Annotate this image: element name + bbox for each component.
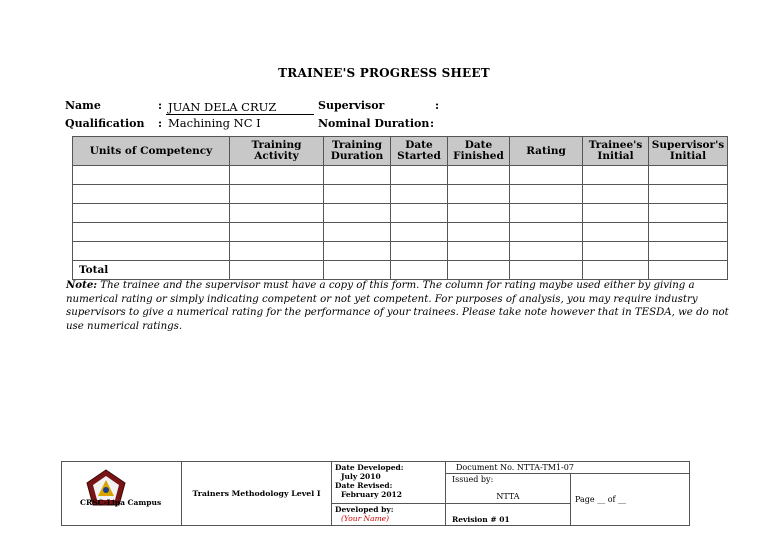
table-cell[interactable] bbox=[510, 166, 583, 185]
column-header: Supervisor's Initial bbox=[649, 137, 728, 166]
page-number: Page __ of __ bbox=[575, 495, 627, 504]
table-cell[interactable] bbox=[510, 204, 583, 223]
table-cell[interactable] bbox=[324, 261, 391, 280]
table-cell[interactable] bbox=[649, 166, 728, 185]
table-cell[interactable] bbox=[73, 223, 230, 242]
table-cell[interactable] bbox=[583, 223, 649, 242]
column-header: Trainee's Initial bbox=[583, 137, 649, 166]
table-row bbox=[73, 185, 728, 204]
table-cell[interactable] bbox=[73, 166, 230, 185]
supervisor-label: Supervisor bbox=[318, 99, 385, 112]
column-header: Rating bbox=[510, 137, 583, 166]
dates-cell bbox=[332, 462, 446, 504]
table-cell[interactable] bbox=[324, 185, 391, 204]
note-label: Note: bbox=[66, 279, 98, 291]
table-row bbox=[73, 242, 728, 261]
page-cell bbox=[571, 474, 690, 526]
table-header-row bbox=[73, 137, 728, 166]
issued-by-label: Issued by: bbox=[452, 475, 494, 484]
table-cell[interactable] bbox=[649, 261, 728, 280]
column-header: Training Activity bbox=[230, 137, 324, 166]
table-cell[interactable] bbox=[448, 185, 510, 204]
nominal-duration-colon: : bbox=[430, 117, 435, 130]
table-cell[interactable] bbox=[448, 204, 510, 223]
note-text: The trainee and the supervisor must have a copy of this form. The column for rating maybe used either by giving a numerical rating or simply indicating competent or not yet competent. For purposes of analysis, you may require industry supervisors to give a numerical rating for the performance of your trainees. Please take note however that in TESDA, we do not use numerical ratings. bbox=[66, 280, 729, 332]
table-cell[interactable] bbox=[583, 261, 649, 280]
table-cell[interactable] bbox=[391, 223, 448, 242]
date-developed-label: Date Developed: bbox=[335, 463, 404, 472]
table-cell[interactable] bbox=[73, 185, 230, 204]
table-cell[interactable] bbox=[448, 261, 510, 280]
date-revised-value: February 2012 bbox=[341, 490, 402, 499]
table-cell[interactable] bbox=[510, 261, 583, 280]
table-cell[interactable] bbox=[448, 223, 510, 242]
name-colon: : bbox=[158, 99, 163, 112]
note-paragraph bbox=[66, 279, 734, 333]
revision-cell bbox=[446, 504, 571, 526]
table-cell[interactable] bbox=[448, 166, 510, 185]
date-developed-value: July 2010 bbox=[341, 472, 381, 481]
total-row bbox=[73, 261, 728, 280]
table-cell[interactable] bbox=[324, 166, 391, 185]
table-cell[interactable] bbox=[391, 242, 448, 261]
table-cell[interactable] bbox=[510, 242, 583, 261]
table-cell[interactable] bbox=[230, 261, 324, 280]
table-cell[interactable] bbox=[73, 242, 230, 261]
table-row bbox=[73, 204, 728, 223]
course-title: Trainers Methodology Level I bbox=[192, 489, 321, 498]
developed-by-value: (Your Name) bbox=[341, 514, 390, 523]
table-cell[interactable] bbox=[230, 185, 324, 204]
table-cell[interactable] bbox=[649, 242, 728, 261]
developed-by-label: Developed by: bbox=[335, 505, 394, 514]
document-no-cell bbox=[446, 462, 690, 474]
developed-by-cell bbox=[332, 504, 446, 526]
table-cell[interactable] bbox=[649, 223, 728, 242]
qualification-colon: : bbox=[158, 117, 163, 130]
name-value: JUAN DELA CRUZ bbox=[166, 100, 314, 115]
table-cell[interactable] bbox=[583, 185, 649, 204]
issued-by-value: NTTA bbox=[496, 492, 520, 501]
column-header: Units of Competency bbox=[73, 137, 230, 166]
table-row bbox=[73, 223, 728, 242]
qualification-value: Machining NC I bbox=[168, 116, 261, 130]
table-cell[interactable] bbox=[391, 204, 448, 223]
footer-logo-cell bbox=[62, 462, 182, 526]
column-header: Training Duration bbox=[324, 137, 391, 166]
table-cell[interactable] bbox=[391, 261, 448, 280]
table-cell[interactable] bbox=[583, 242, 649, 261]
table-cell[interactable] bbox=[649, 204, 728, 223]
page-title: TRAINEE'S PROGRESS SHEET bbox=[278, 66, 490, 80]
table-cell[interactable] bbox=[230, 223, 324, 242]
qualification-label: Qualification bbox=[65, 117, 145, 130]
table-cell[interactable] bbox=[230, 242, 324, 261]
table-cell[interactable] bbox=[73, 204, 230, 223]
footer-table bbox=[61, 461, 690, 526]
revision-number: Revision # 01 bbox=[452, 515, 510, 524]
progress-table bbox=[72, 136, 728, 280]
table-row bbox=[73, 166, 728, 185]
name-label: Name bbox=[65, 99, 101, 112]
issued-by-cell bbox=[446, 474, 571, 504]
total-label: Total bbox=[73, 261, 230, 280]
table-cell[interactable] bbox=[510, 185, 583, 204]
table-cell[interactable] bbox=[230, 204, 324, 223]
nominal-duration-label: Nominal Duration bbox=[318, 117, 430, 130]
course-cell bbox=[182, 462, 332, 526]
table-cell[interactable] bbox=[583, 204, 649, 223]
campus-name: CRSC-Lipa Campus bbox=[80, 498, 162, 507]
table-cell[interactable] bbox=[391, 185, 448, 204]
table-cell[interactable] bbox=[324, 242, 391, 261]
table-cell[interactable] bbox=[324, 204, 391, 223]
table-cell[interactable] bbox=[324, 223, 391, 242]
table-cell[interactable] bbox=[510, 223, 583, 242]
date-revised-label: Date Revised: bbox=[335, 481, 393, 490]
table-cell[interactable] bbox=[391, 166, 448, 185]
table-cell[interactable] bbox=[583, 166, 649, 185]
table-cell[interactable] bbox=[230, 166, 324, 185]
table-cell[interactable] bbox=[448, 242, 510, 261]
table-cell[interactable] bbox=[649, 185, 728, 204]
document-number: Document No. NTTA-TM1-07 bbox=[456, 463, 574, 472]
column-header: Date Started bbox=[391, 137, 448, 166]
column-header: Date Finished bbox=[448, 137, 510, 166]
supervisor-colon: : bbox=[435, 99, 440, 112]
